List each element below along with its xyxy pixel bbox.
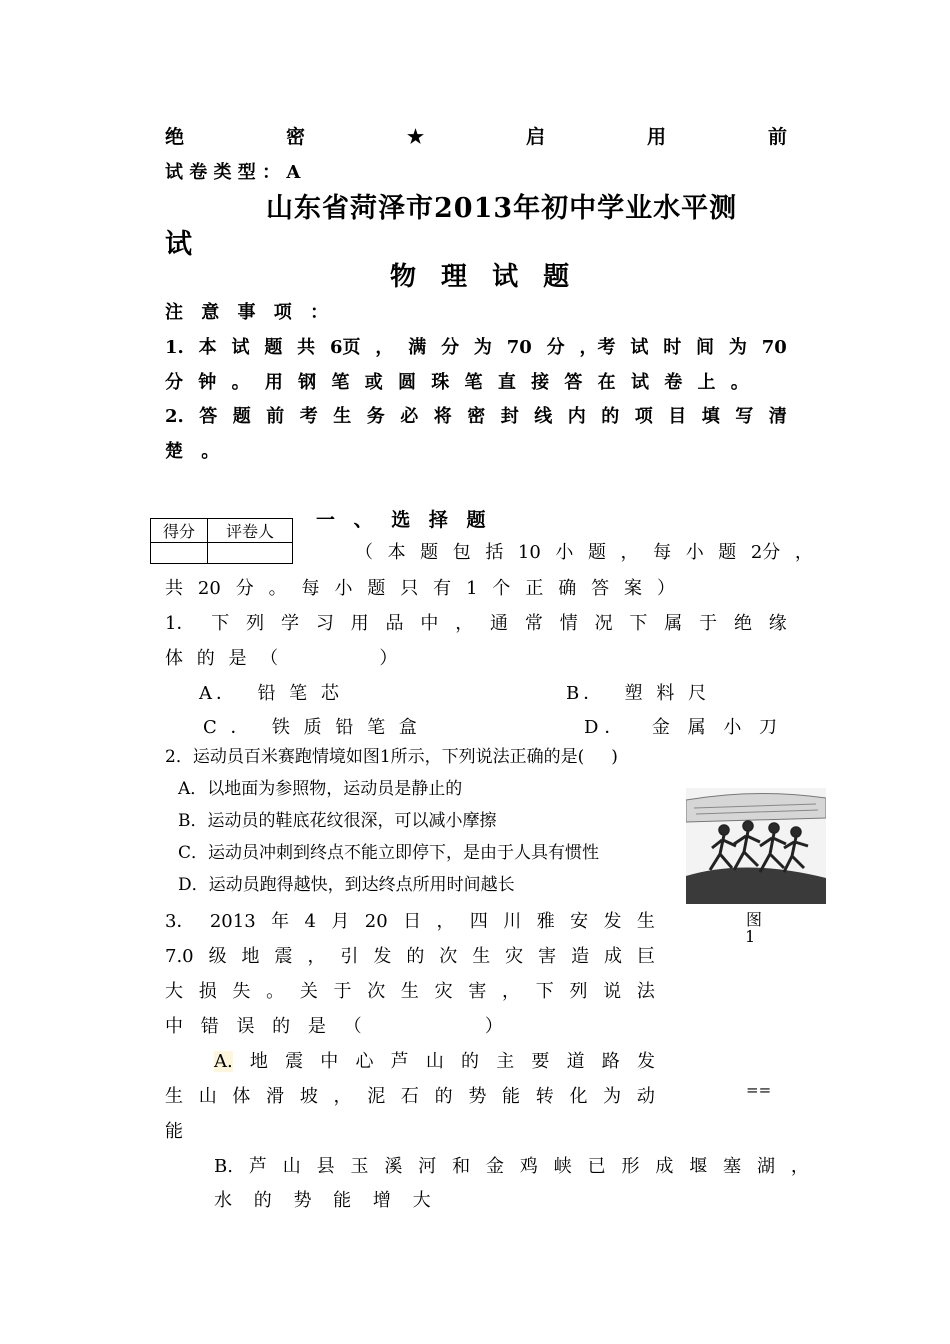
- text-token: 7.0: [165, 946, 194, 967]
- figure-caption-number: 1: [745, 927, 756, 946]
- text-token: 题: [264, 337, 283, 358]
- text-token: 化: [569, 1086, 588, 1107]
- q3-line-4: 中 错 误 的 是 （ ）: [165, 1016, 509, 1037]
- text-token: 确: [558, 578, 577, 599]
- text-token: 2013: [209, 911, 256, 932]
- q1-line-1: [165, 609, 787, 635]
- note-2-line-1: [165, 402, 787, 428]
- text-token: A.: [214, 1051, 233, 1072]
- text-token: 列: [246, 613, 265, 634]
- text-token: 小: [685, 542, 704, 563]
- text-token: 括: [485, 542, 504, 563]
- q2-option-a: A．以地面为参照物，运动员是静止的: [178, 779, 463, 799]
- text-token: ，: [436, 911, 455, 932]
- text-token: 山: [198, 1086, 217, 1107]
- note-2-line-2: 楚 。: [165, 441, 226, 462]
- text-token: 必: [400, 406, 419, 427]
- text-token: ，: [794, 542, 813, 563]
- text-token: 。: [266, 981, 285, 1002]
- figure-caption: 图: [746, 910, 763, 929]
- text-token: 大: [165, 981, 183, 1002]
- text-token: 为: [728, 337, 747, 358]
- text-token: 泥: [367, 1086, 386, 1107]
- score-header: 得分: [151, 519, 208, 543]
- text-token: 震: [285, 1051, 304, 1072]
- text-token: 川: [503, 911, 522, 932]
- text-token: 写: [735, 406, 754, 427]
- text-token: 转: [535, 1086, 554, 1107]
- text-token: 案: [624, 578, 643, 599]
- q2-stem: 2．运动员百米赛跑情境如图1所示，下列说法正确的是( ): [165, 747, 618, 767]
- text-token: 体: [232, 1086, 251, 1107]
- text-token: 中: [320, 1051, 339, 1072]
- text-token: 引: [340, 946, 359, 967]
- score-table: [150, 518, 293, 564]
- runners-figure: [686, 788, 826, 904]
- text-token: ，: [790, 1156, 809, 1177]
- text-token: 次: [439, 946, 458, 967]
- text-token: 10: [517, 542, 541, 563]
- text-token: 直: [497, 372, 516, 393]
- q2-option-c: C．运动员冲刺到终点不能立即停下，是由于人具有惯性: [178, 843, 600, 863]
- text-token: 和: [452, 1156, 471, 1177]
- text-token: 坡: [299, 1086, 318, 1107]
- text-token: 圆: [397, 372, 416, 393]
- text-token: 山: [282, 1156, 301, 1177]
- text-token: 芦: [248, 1156, 267, 1177]
- text-token: 启: [525, 126, 545, 148]
- text-token: 生: [472, 946, 491, 967]
- text-token: 地: [241, 946, 260, 967]
- text-token: 个: [492, 578, 511, 599]
- text-token: 将: [433, 406, 452, 427]
- section-desc-line-1: [355, 538, 813, 564]
- text-token: 成: [655, 1156, 674, 1177]
- text-token: 接: [531, 372, 550, 393]
- text-token: 线: [534, 406, 553, 427]
- q1-option-a: A． 铅 笔 芯: [199, 683, 343, 704]
- text-token: 况: [594, 613, 613, 634]
- text-token: 损: [198, 981, 217, 1002]
- text-token: 1．: [165, 613, 195, 634]
- text-token: 安: [570, 911, 589, 932]
- text-token: 于: [699, 613, 718, 634]
- q3-option-a-line-2: [165, 1082, 655, 1108]
- text-token: 品: [385, 613, 404, 634]
- q2-option-d: D．运动员跑得越快，到达终点所用时间越长: [178, 875, 515, 895]
- q3-option-a-line-1: [214, 1047, 655, 1073]
- text-token: 灾: [434, 981, 453, 1002]
- text-token: 动: [636, 1086, 655, 1107]
- text-token: 说: [603, 981, 622, 1002]
- text-token: 分: [546, 337, 565, 358]
- text-token: 目: [668, 406, 687, 427]
- text-token: 缘: [768, 613, 787, 634]
- text-token: 堰: [689, 1156, 708, 1177]
- text-token: ，考: [579, 337, 616, 358]
- text-token: 试: [630, 337, 649, 358]
- text-token: 生: [333, 406, 352, 427]
- text-token: 灾: [505, 946, 524, 967]
- text-token: 上: [697, 372, 716, 393]
- text-token: 有: [433, 578, 452, 599]
- text-token: 震: [274, 946, 293, 967]
- grader-cell: [208, 543, 293, 564]
- text-token: 内: [567, 406, 586, 427]
- text-token: 满: [408, 337, 427, 358]
- text-token: ，: [333, 1086, 352, 1107]
- text-token: 造: [571, 946, 590, 967]
- text-token: 的: [406, 946, 425, 967]
- text-token: 分: [235, 578, 254, 599]
- q3-option-b-line-1: [214, 1152, 809, 1178]
- text-token: 属: [664, 613, 683, 634]
- text-token: 石: [400, 1086, 419, 1107]
- secret-line: [165, 122, 787, 149]
- q3-option-b-line-2: 水 的 势 能 增 大: [214, 1190, 439, 1211]
- text-token: 题: [232, 406, 251, 427]
- grader-header: 评卷人: [208, 519, 293, 543]
- text-token: 笔: [464, 372, 483, 393]
- text-token: 学: [280, 613, 299, 634]
- text-token: 湖: [756, 1156, 775, 1177]
- paper-type: 试 卷 类 型 ： A: [165, 162, 301, 183]
- text-token: 溪: [384, 1156, 403, 1177]
- text-token: 绝: [733, 613, 752, 634]
- text-token: 势: [468, 1086, 487, 1107]
- text-token: 20: [197, 578, 221, 599]
- text-token: B.: [214, 1156, 233, 1177]
- text-token: 主: [496, 1051, 515, 1072]
- text-token: 芦: [390, 1051, 409, 1072]
- text-token: 包: [452, 542, 471, 563]
- text-token: 钟: [198, 372, 217, 393]
- section-title: 一 、 选 择 题: [316, 509, 492, 531]
- text-token: 发: [373, 946, 392, 967]
- section-desc-line-2: [165, 574, 675, 600]
- text-token: 答: [564, 372, 583, 393]
- text-token: 试: [231, 337, 250, 358]
- text-token: 每: [301, 578, 320, 599]
- text-token: 或: [364, 372, 383, 393]
- text-token: 共: [165, 578, 183, 599]
- text-token: 用: [646, 126, 666, 148]
- text-token: 项: [634, 406, 653, 427]
- margin-marker: ==: [746, 1081, 772, 1099]
- text-token: 于: [333, 981, 352, 1002]
- text-token: 峡: [553, 1156, 572, 1177]
- text-token: 金: [485, 1156, 504, 1177]
- text-token: 前: [266, 406, 285, 427]
- text-token: 题: [587, 542, 606, 563]
- text-token: 用: [350, 613, 369, 634]
- text-token: 法: [636, 981, 655, 1002]
- text-token: 考: [299, 406, 318, 427]
- text-token: ，: [375, 337, 394, 358]
- notes-heading: 注 意 事 项 ：: [165, 302, 335, 323]
- text-token: 填: [701, 406, 720, 427]
- text-token: 答: [591, 578, 610, 599]
- text-token: 时: [663, 337, 682, 358]
- text-token: 20: [364, 911, 388, 932]
- text-token: 3．: [165, 911, 195, 932]
- text-token: 1.: [165, 337, 184, 358]
- text-token: 害: [468, 981, 487, 1002]
- text-token: 鸡: [519, 1156, 538, 1177]
- text-token: （: [355, 542, 373, 563]
- text-token: 成: [604, 946, 623, 967]
- text-token: 害: [538, 946, 557, 967]
- text-token: 雅: [536, 911, 555, 932]
- text-token: 心: [355, 1051, 374, 1072]
- text-token: 山: [425, 1051, 444, 1072]
- text-token: 已: [587, 1156, 606, 1177]
- text-token: 县: [316, 1156, 335, 1177]
- text-token: 用: [264, 372, 283, 393]
- text-token: 失: [232, 981, 251, 1002]
- text-token: 。: [730, 372, 749, 393]
- text-token: 70: [506, 337, 532, 358]
- text-token: 通: [490, 613, 509, 634]
- text-token: 河: [418, 1156, 437, 1177]
- text-token: 要: [531, 1051, 550, 1072]
- text-token: 4: [304, 911, 316, 932]
- text-token: ，: [502, 981, 521, 1002]
- text-token: 习: [315, 613, 334, 634]
- text-token: 四: [469, 911, 488, 932]
- text-token: 分: [441, 337, 460, 358]
- text-token: 滑: [266, 1086, 285, 1107]
- text-token: 的: [434, 1086, 453, 1107]
- text-token: 分: [165, 372, 183, 393]
- text-token: ，: [307, 946, 326, 967]
- text-token: 路: [601, 1051, 620, 1072]
- text-token: 为: [603, 1086, 622, 1107]
- note-1-line-1: [165, 333, 787, 359]
- text-token: 本: [198, 337, 217, 358]
- text-token: 下: [629, 613, 648, 634]
- text-token: 正: [525, 578, 544, 599]
- text-token: 共: [297, 337, 316, 358]
- text-token: 。: [268, 578, 287, 599]
- text-token: 月: [331, 911, 350, 932]
- text-token: 下: [211, 613, 230, 634]
- text-token: 情: [559, 613, 578, 634]
- text-token: 密: [285, 126, 305, 148]
- text-token: 2分: [750, 542, 781, 563]
- text-token: 笔: [331, 372, 350, 393]
- q2-option-b: B．运动员的鞋底花纹很深，可以减小摩擦: [178, 811, 497, 831]
- text-token: 巨: [636, 946, 655, 967]
- text-token: ）: [656, 578, 675, 599]
- text-token: 日: [403, 911, 422, 932]
- text-token: ★: [406, 126, 425, 148]
- q1-option-d: D． 金 属 小 刀: [584, 717, 784, 738]
- text-token: 列: [569, 981, 588, 1002]
- text-token: 的: [461, 1051, 480, 1072]
- text-token: 2.: [165, 406, 184, 427]
- text-token: 小: [555, 542, 574, 563]
- text-token: 钢: [298, 372, 317, 393]
- text-token: 年: [271, 911, 290, 932]
- text-token: 试: [630, 372, 649, 393]
- text-token: 务: [366, 406, 385, 427]
- text-token: 本: [387, 542, 406, 563]
- text-token: 只: [400, 578, 419, 599]
- text-token: 前: [767, 126, 787, 148]
- text-token: 题: [420, 542, 439, 563]
- text-token: 密: [467, 406, 486, 427]
- text-token: 生: [165, 1086, 183, 1107]
- text-token: ，: [620, 542, 639, 563]
- text-token: 绝: [165, 126, 185, 148]
- subject-title: 物 理 试 题: [390, 262, 578, 292]
- text-token: 关: [299, 981, 318, 1002]
- score-cell: [151, 543, 208, 564]
- page-title: 山东省菏泽市2013年初中学业水平测: [266, 193, 738, 224]
- text-token: 。: [231, 372, 250, 393]
- text-token: 珠: [431, 372, 450, 393]
- text-token: 次: [367, 981, 386, 1002]
- text-token: 塞: [723, 1156, 742, 1177]
- text-token: ，: [455, 613, 474, 634]
- text-token: 的: [601, 406, 620, 427]
- text-token: 封: [500, 406, 519, 427]
- text-token: 常: [524, 613, 543, 634]
- q1-line-2: 体 的 是 （ ）: [165, 648, 402, 669]
- text-token: 下: [535, 981, 554, 1002]
- q1-option-c: C ． 铁 质 铅 笔 盒: [203, 717, 421, 738]
- text-token: 中: [420, 613, 439, 634]
- text-token: 能: [502, 1086, 521, 1107]
- text-token: 小: [334, 578, 353, 599]
- text-token: 卷: [664, 372, 683, 393]
- text-token: 在: [597, 372, 616, 393]
- text-token: 生: [400, 981, 419, 1002]
- text-token: 道: [566, 1051, 585, 1072]
- q3-line-1: [165, 907, 655, 933]
- text-token: 70: [761, 337, 787, 358]
- text-token: 发: [603, 911, 622, 932]
- text-token: 答: [199, 406, 218, 427]
- text-token: 玉: [350, 1156, 369, 1177]
- text-token: 为: [473, 337, 492, 358]
- text-token: 清: [768, 406, 787, 427]
- q3-line-2: [165, 942, 655, 968]
- text-token: 生: [636, 911, 655, 932]
- text-token: 发: [636, 1051, 655, 1072]
- page-title-cont: 试: [165, 229, 192, 260]
- text-token: 题: [367, 578, 386, 599]
- text-token: 6页: [330, 337, 361, 358]
- text-token: 间: [696, 337, 715, 358]
- text-token: 级: [208, 946, 227, 967]
- text-token: 题: [718, 542, 737, 563]
- text-token: 每: [653, 542, 672, 563]
- q3-line-3: [165, 977, 655, 1003]
- text-token: 地: [249, 1051, 268, 1072]
- q1-option-b: B． 塑 料 尺: [566, 683, 711, 704]
- q3-option-a-line-3: 能: [165, 1121, 183, 1142]
- text-token: 形: [621, 1156, 640, 1177]
- note-1-line-2: [165, 368, 749, 394]
- text-token: 1: [466, 578, 478, 599]
